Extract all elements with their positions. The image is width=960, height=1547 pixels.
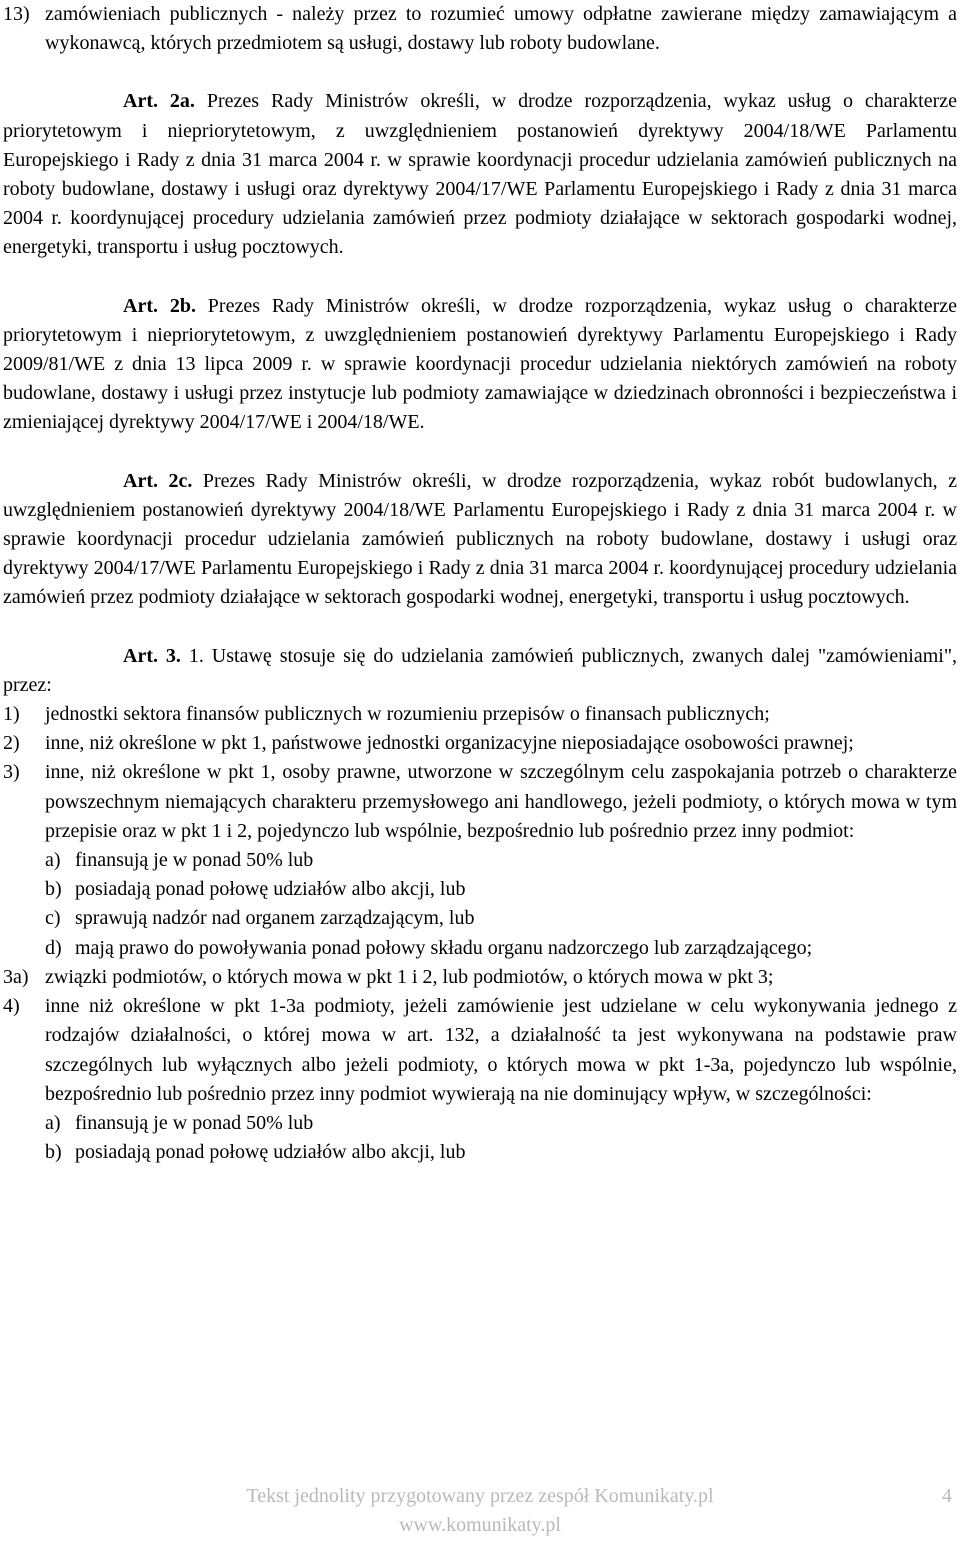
article-label: Art. 2c. — [123, 469, 193, 492]
sub-point-letter: b) — [45, 1141, 62, 1164]
footer-credit: Tekst jednolity przygotowany przez zespół Komunikaty.pl — [246, 1485, 714, 1507]
page-number: 4 — [942, 1485, 952, 1507]
sub-list-item — [45, 875, 957, 904]
point-text: jednostki sektora finansów publicznych w rozumieniu przepisów o finansach publicznych; — [45, 703, 770, 726]
sub-list-item — [45, 846, 957, 875]
article-3-points — [0, 700, 960, 1167]
point-13 — [0, 0, 960, 58]
point-number: 2) — [3, 732, 20, 755]
point-text: inne, niż określone w pkt 1, państwowe jednostki organizacyjne nieposiadające osobowości prawnej; — [45, 732, 854, 755]
page-footer — [0, 1482, 960, 1540]
sub-list-item — [45, 1109, 957, 1138]
sub-point-text: finansują je w ponad 50% lub — [75, 849, 314, 872]
point-text: inne, niż określone w pkt 1, osoby prawne, utworzone w szczególnym celu zaspokajania potrzeb o charakterze powszechnym niemających charakteru przemysłowego ani handlowego, jeżeli podmioty, o których mowa w tym przepisie oraz w pkt 1 i 2, pojedynczo lub wspólnie, bezpośrednio lub pośrednio przez inny podmiot: — [45, 761, 957, 842]
sub-point-letter: a) — [45, 849, 61, 872]
article-text: 1. Ustawę stosuje się do udzielania zamówień publicznych, zwanych dalej "zamówieniami", przez: — [3, 644, 958, 696]
point-number: 4) — [3, 995, 20, 1018]
article-label: Art. 2a. — [123, 90, 195, 113]
list-item — [3, 992, 957, 1109]
article-2a — [0, 87, 960, 262]
footer-website: www.komunikaty.pl — [399, 1514, 561, 1536]
point-number: 13) — [3, 3, 30, 25]
point-text: związki podmiotów, o których mowa w pkt 1 i 2, lub podmiotów, o których mowa w pkt 3; — [45, 965, 774, 988]
article-label: Art. 3. — [123, 644, 181, 667]
list-item — [3, 729, 957, 758]
article-3 — [0, 642, 960, 700]
sub-point-letter: d) — [45, 936, 62, 959]
sub-point-letter: b) — [45, 878, 62, 901]
sub-point-text: posiadają ponad połowę udziałów albo akcji, lub — [75, 1141, 466, 1164]
point-number: 1) — [3, 703, 20, 726]
list-item — [3, 758, 957, 846]
article-label: Art. 2b. — [123, 294, 196, 317]
sub-list-item — [45, 904, 957, 933]
list-item — [3, 963, 957, 992]
sub-point-text: posiadają ponad połowę udziałów albo akcji, lub — [75, 878, 466, 901]
sub-list-item — [45, 934, 957, 963]
article-text: Prezes Rady Ministrów określi, w drodze rozporządzenia, wykaz usług o charakterze priorytetowym i niepriorytetowym, z uwzględnieniem postanowień dyrektywy 2004/18/WE Parlamentu Europejskiego i Rady z dnia 31 marca 2004 r. w sprawie koordynacji procedur udzielania zamówień publicznych na roboty budowlane, dostawy i usługi oraz dyrektywy 2004/17/WE Parlamentu Europejskiego i Rady z dnia 31 marca 2004 r. koordynującej procedury udzielania zamówień przez podmioty działające w sektorach gospodarki wodnej, energetyki, transportu i usług pocztowych. — [3, 90, 958, 259]
list-item — [3, 700, 957, 729]
sub-point-text: mają prawo do powoływania ponad połowy składu organu nadzorczego lub zarządzającego; — [75, 936, 813, 959]
article-2c — [0, 467, 960, 613]
sub-point-text: finansują je w ponad 50% lub — [75, 1111, 314, 1134]
sub-point-letter: c) — [45, 907, 61, 930]
point-number: 3) — [3, 761, 20, 784]
point-text: zamówieniach publicznych - należy przez to rozumieć umowy odpłatne zawierane między zamawiającym a wykonawcą, których przedmiotem są usługi, dostawy lub roboty budowlane. — [45, 3, 957, 55]
article-text: Prezes Rady Ministrów określi, w drodze rozporządzenia, wykaz robót budowlanych, z uwzględnieniem postanowień dyrektywy 2004/18/WE Parlamentu Europejskiego i Rady z dnia 31 marca 2004 r. w sprawie koordynacji procedur udzielania zamówień publicznych na roboty budowlane, dostawy i usługi oraz dyrektywy 2004/17/WE Parlamentu Europejskiego i Rady z dnia 31 marca 2004 r. koordynującej procedury udzielania zamówień przez podmioty działające w sektorach gospodarki wodnej, energetyki, transportu i usług pocztowych. — [3, 469, 958, 609]
article-text: Prezes Rady Ministrów określi, w drodze rozporządzenia, wykaz usług o charakterze priorytetowym i niepriorytetowym, z uwzględnieniem postanowień dyrektywy Parlamentu Europejskiego i Rady 2009/81/WE z dnia 13 lipca 2009 r. w sprawie koordynacji procedur udzielania niektórych zamówień na roboty budowlane, dostawy i usługi przez instytucje lub podmioty zamawiające w dziedzinach obronności i bezpieczeństwa i zmieniającej dyrektywy 2004/17/WE i 2004/18/WE. — [3, 294, 958, 434]
sub-list-item — [45, 1138, 957, 1167]
sub-point-text: sprawują nadzór nad organem zarządzającym, lub — [75, 907, 475, 930]
point-text: inne niż określone w pkt 1-3a podmioty, jeżeli zamówienie jest udzielane w celu wykonywania jednego z rodzajów działalności, o której mowa w art. 132, a działalność ta jest wykonywana na podstawie praw szczególnych lub wyłącznych albo jeżeli podmioty, o których mowa w pkt 1-3a, pojedynczo lub wspólnie, bezpośrednio lub pośrednio przez inny podmiot wywierają na nie dominujący wpływ, w szczególności: — [45, 995, 957, 1105]
sub-point-letter: a) — [45, 1111, 61, 1134]
point-number: 3a) — [3, 965, 29, 988]
article-2b — [0, 292, 960, 438]
